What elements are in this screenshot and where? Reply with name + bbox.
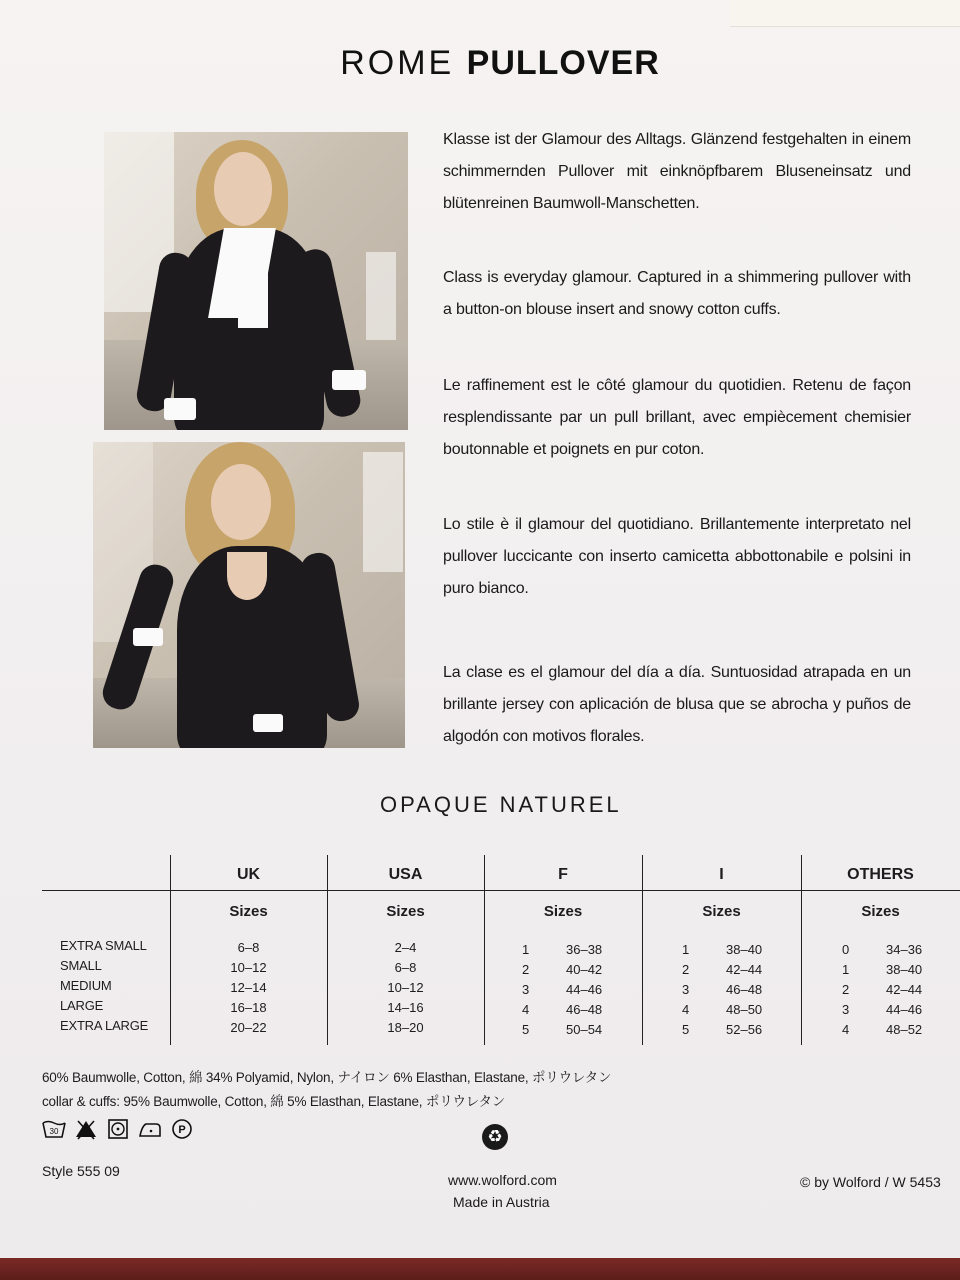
table-cell: 6–8 — [237, 940, 260, 955]
table-cell: 48–52 — [886, 1022, 923, 1037]
row-label: LARGE — [60, 998, 104, 1013]
fabric-composition: 60% Baumwolle, Cotton, 綿 34% Polyamid, Nylon, ナイロン 6% Elasthan, Elastane, ポリウレタン — [42, 1070, 612, 1085]
table-cell: 3 — [682, 982, 690, 997]
col-sub-uk: Sizes — [229, 903, 268, 920]
table-cell: 2–4 — [394, 940, 417, 955]
table-cell: 10–12 — [387, 980, 424, 995]
table-cell: 36–38 — [566, 942, 603, 957]
copyright: © by Wolford / W 5453 — [800, 1174, 941, 1190]
table-cell: 14–16 — [387, 1000, 424, 1015]
table-cell: 0 — [842, 942, 850, 957]
table-cell: 46–48 — [726, 982, 763, 997]
table-cell: 4 — [682, 1002, 690, 1017]
table-cell: 44–46 — [566, 982, 603, 997]
table-cell: 38–40 — [886, 962, 923, 977]
table-cell: 3 — [522, 982, 530, 997]
table-surface — [0, 1258, 960, 1280]
table-cell: 10–12 — [230, 960, 267, 975]
row-label: MEDIUM — [60, 978, 112, 993]
table-cell: 5 — [522, 1022, 530, 1037]
col-header-f: F — [558, 866, 568, 883]
table-cell: 44–46 — [886, 1002, 923, 1017]
table-cell: 4 — [522, 1002, 530, 1017]
table-cell: 20–22 — [230, 1020, 267, 1035]
col-header-others: OTHERS — [847, 866, 914, 883]
col-header-i: I — [719, 866, 724, 883]
wash-temp: 30 — [49, 1127, 59, 1136]
table-cell: 42–44 — [886, 982, 923, 997]
table-cell: 2 — [682, 962, 690, 977]
table-cell: 18–20 — [387, 1020, 424, 1035]
description-fr: Le raffinement est le côté glamour du quotidien. Retenu de façon resplendissante par un pull brillant, avec empiècement chemisier boutonnable et poignets en pur coton. — [443, 377, 911, 458]
dry-clean-p-icon — [170, 1118, 194, 1140]
table-cell: 38–40 — [726, 942, 763, 957]
title-bold: PULLOVER — [466, 44, 660, 82]
model-photo-1 — [104, 132, 408, 430]
wash-30-icon — [42, 1118, 66, 1140]
table-cell: 50–54 — [566, 1022, 603, 1037]
no-bleach-icon — [74, 1118, 98, 1140]
title-light: ROME — [340, 44, 455, 82]
tumble-dry-icon — [106, 1118, 130, 1140]
table-cell: 1 — [842, 962, 850, 977]
table-cell: 2 — [522, 962, 530, 977]
table-divider — [42, 890, 960, 891]
table-cell: 2 — [842, 982, 850, 997]
col-header-uk: UK — [236, 866, 261, 883]
description-it: Lo stile è il glamour del quotidiano. Brillantemente interpretato nel pullover luccicante con inserto camicetta abbottonabile e polsini in puro bianco. — [443, 516, 911, 597]
table-cell: 16–18 — [230, 1000, 267, 1015]
table-cell: 3 — [842, 1002, 850, 1017]
row-label: SMALL — [60, 958, 102, 973]
col-header-usa: USA — [388, 866, 423, 883]
care-symbols — [42, 1118, 194, 1140]
col-sub-usa: Sizes — [386, 903, 425, 920]
price-sticker — [730, 0, 960, 27]
row-label: EXTRA SMALL — [60, 938, 147, 953]
table-cell: 6–8 — [394, 960, 417, 975]
description-es: La clase es el glamour del día a día. Suntuosidad atrapada en un brillante jersey con aplicación de blusa que se abrocha y puños de algodón con motivos florales. — [443, 664, 911, 745]
table-cell: 1 — [522, 942, 530, 957]
recycle-icon: ♻ — [482, 1124, 508, 1150]
iron-icon — [138, 1118, 162, 1140]
table-cell: 52–56 — [726, 1022, 763, 1037]
made-in: Made in Austria — [453, 1194, 550, 1210]
table-cell: 4 — [842, 1022, 850, 1037]
dry-clean-letter: P — [178, 1124, 186, 1136]
table-cell: 12–14 — [230, 980, 267, 995]
collar-cuffs-composition: collar & cuffs: 95% Baumwolle, Cotton, 綿 5% Elasthan, Elastane, ポリウレタン — [42, 1094, 506, 1109]
table-cell: 1 — [682, 942, 690, 957]
table-cell: 34–36 — [886, 942, 923, 957]
website: www.wolford.com — [448, 1172, 557, 1188]
product-title — [0, 44, 960, 83]
col-sub-others: Sizes — [861, 903, 900, 920]
row-label: EXTRA LARGE — [60, 1018, 149, 1033]
description-de: Klasse ist der Glamour des Alltags. Glänzend festgehalten in einem schimmernden Pullover mit einknöpfbarem Bluseneinsatz und blütenreinen Baumwoll-Manschetten. — [443, 131, 911, 212]
product-subtitle: OPAQUE NATUREL — [380, 792, 622, 817]
table-cell: 40–42 — [566, 962, 603, 977]
table-cell: 5 — [682, 1022, 690, 1037]
table-cell: 42–44 — [726, 962, 763, 977]
table-cell: 46–48 — [566, 1002, 603, 1017]
table-cell: 48–50 — [726, 1002, 763, 1017]
model-photo-2 — [93, 442, 405, 748]
style-number: Style 555 09 — [42, 1163, 120, 1179]
col-sub-i: Sizes — [702, 903, 741, 920]
col-sub-f: Sizes — [543, 903, 583, 920]
description-en: Class is everyday glamour. Captured in a shimmering pullover with a button-on blouse insert and snowy cotton cuffs. — [443, 269, 911, 318]
